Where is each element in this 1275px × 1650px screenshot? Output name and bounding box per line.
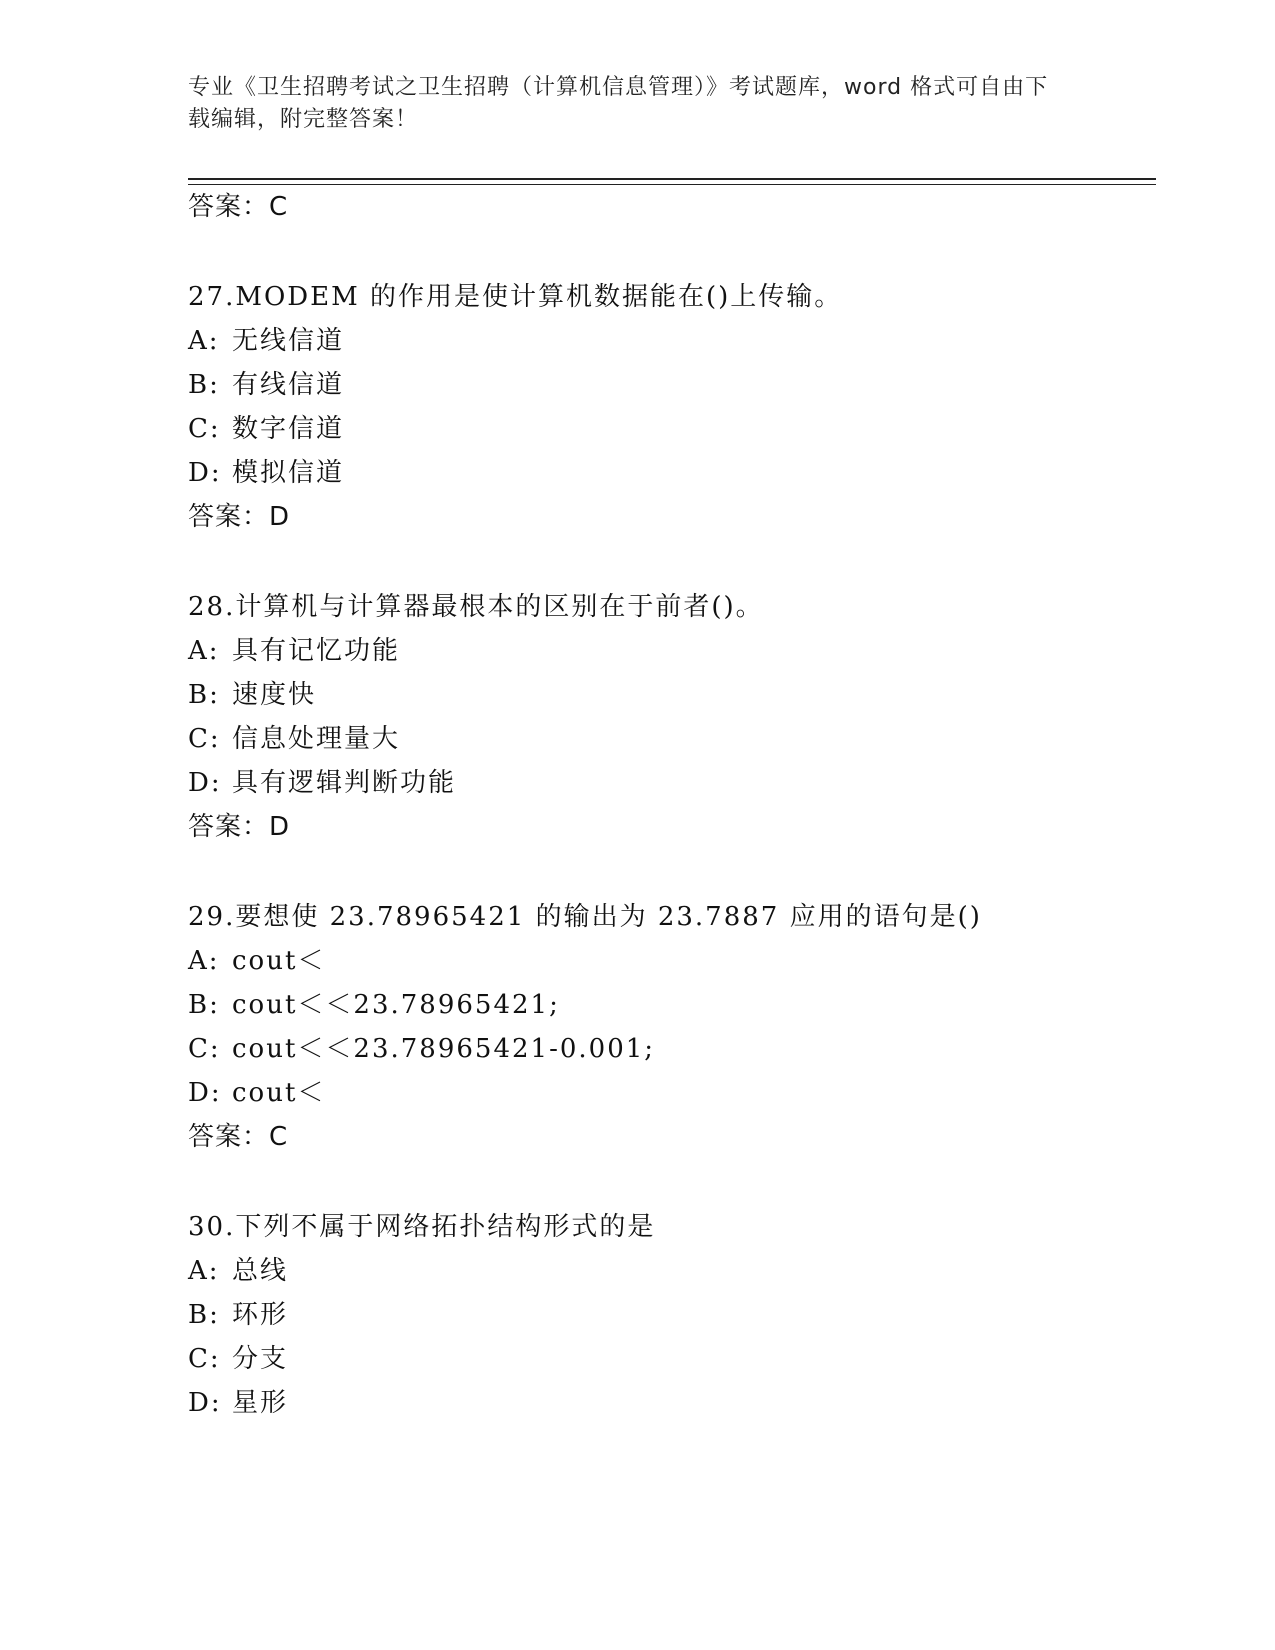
option-text: cout＜＜23.78965421; [232,990,560,1020]
question-27-option-d [188,456,344,490]
option-letter: B: [188,1300,220,1330]
option-text: 具有记忆功能 [232,636,401,666]
question-28-option-d [188,766,456,800]
option-letter: C: [188,414,221,444]
option-letter: D: [188,1388,222,1418]
option-text: 星形 [232,1388,289,1418]
question-28-option-c [188,722,400,756]
option-letter: C: [188,1034,221,1064]
option-letter: C: [188,1344,221,1374]
question-27-stem: 27.MODEM 的作用是使计算机数据能在()上传输。 [188,282,843,312]
option-text: 环形 [232,1300,289,1330]
option-text: 总线 [232,1256,289,1286]
question-29-option-d [188,1076,325,1110]
answer-29: 答案：C [188,1122,289,1152]
header-divider [188,178,1156,185]
question-27-option-a [188,324,344,358]
question-28-option-b [188,678,316,712]
option-text: 模拟信道 [232,458,345,488]
option-text: 信息处理量大 [232,724,401,754]
option-text: cout＜ [232,946,326,976]
question-29-option-a [188,944,325,978]
question-30-option-a [188,1254,288,1288]
option-letter: C: [188,724,221,754]
option-letter: D: [188,458,222,488]
question-27-option-c [188,412,344,446]
option-text: cout＜ [232,1078,326,1108]
question-30-option-d [188,1386,288,1420]
option-letter: D: [188,1078,222,1108]
question-28-option-a [188,634,400,668]
option-letter: B: [188,990,220,1020]
question-30-option-c [188,1342,288,1376]
option-text: 速度快 [232,680,317,710]
answer-previous: 答案：C [188,192,289,222]
question-29-option-c [188,1032,655,1066]
option-text: cout＜＜23.78965421-0.001; [232,1034,656,1064]
option-text: 有线信道 [232,370,345,400]
option-text: 无线信道 [232,326,345,356]
option-letter: A: [188,326,220,356]
document-header: 专业《卫生招聘考试之卫生招聘（计算机信息管理）》考试题库，word 格式可自由下载编辑，附完整答案！ [188,75,1049,132]
option-letter: B: [188,680,220,710]
option-letter: A: [188,946,220,976]
question-29-option-b [188,988,560,1022]
option-letter: D: [188,768,222,798]
option-letter: A: [188,636,220,666]
option-text: 具有逻辑判断功能 [232,768,457,798]
option-letter: B: [188,370,220,400]
question-29-stem: 29.要想使 23.78965421 的输出为 23.7887 应用的语句是() [188,902,982,932]
answer-28: 答案：D [188,812,291,842]
option-text: 分支 [232,1344,289,1374]
question-27-option-b [188,368,344,402]
answer-27: 答案：D [188,502,291,532]
question-30-option-b [188,1298,288,1332]
option-text: 数字信道 [232,414,345,444]
question-28-stem: 28.计算机与计算器最根本的区别在于前者()。 [188,592,764,622]
question-30-stem: 30.下列不属于网络拓扑结构形式的是 [188,1212,656,1242]
option-letter: A: [188,1256,220,1286]
